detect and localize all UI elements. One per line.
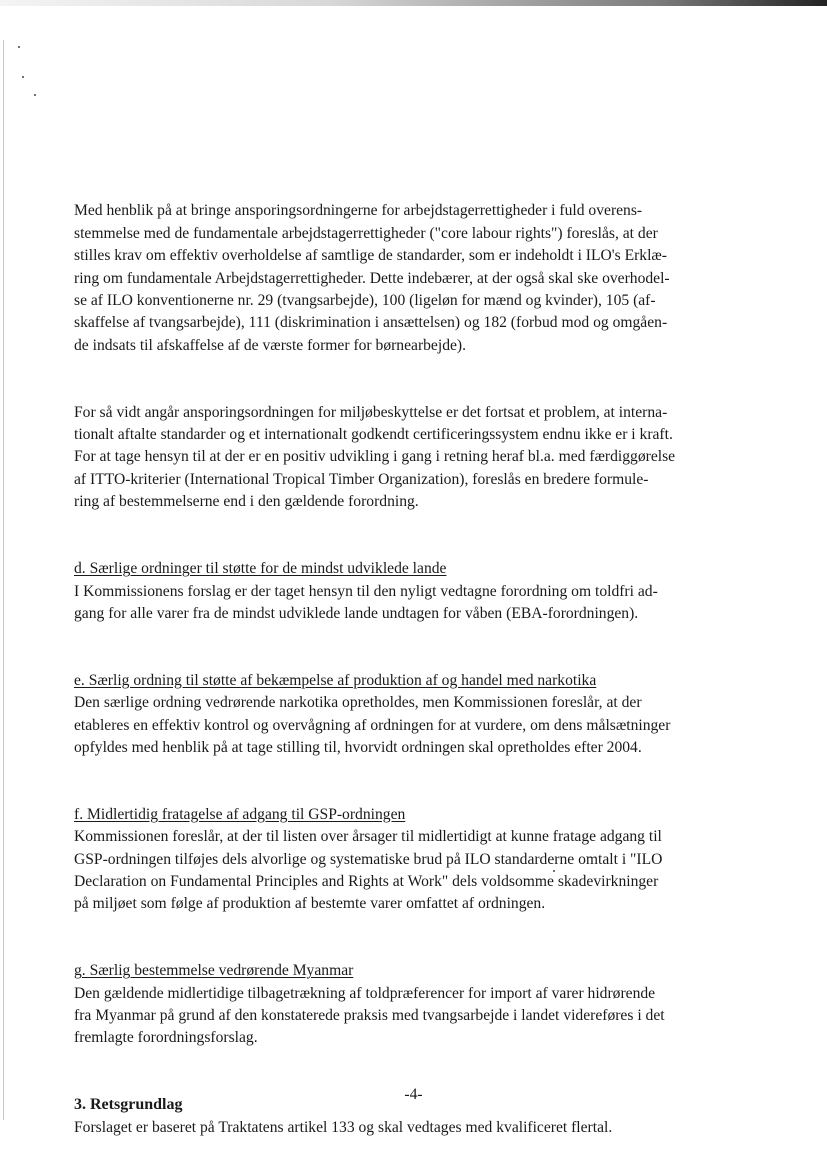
paragraph-text: Med henblik på at bringe ansporingsordningerne for arbejdstagerrettigheder i fuld overens- stemmelse med de fundamentale arbejdstagerrettigheder ("core labour rights") foreslås, at der stilles krav om effektiv overholdelse af samtlige de standarder, som er indeholdt i ILO's Erklæ- ring om fundamentale Arbejdstagerrettigheder. Dette indebærer, at der også skal ske overhodel- se af ILO konventionerne nr. 29 (tvangsarbejde), 100 (ligeløn for mænd og kvinder), 105 (af- skaffelse af tvangsarbejde), 111 (diskrimination i ansættelsen) og 182 (forbud mod og omgåen- de indsats til afskaffelse af de værste former for børnearbejde). xyxy=(74,202,670,354)
section-e-text: Den særlige ordning vedrørende narkotika opretholdes, men Kommissionen foreslår, at der etableres en effektiv kontrol og overvågning af ordningen for at vurdere, om dens målsætninger opfyldes med henblik på at tage stilling til, hvorvidt ordningen skal opretholdes efter 2004. xyxy=(74,694,671,756)
section-f-text: Kommissionen foreslår, at der til listen over årsager til midlertidigt at kunne fratage adgang til GSP-ordningen tilføjes dels alvorlige og systematiske brud på ILO standarderne omtalt i "ILO Declaration on Fundamental Principles and Rights at Work" dels voldsomme skadevirkninger på miljøet som følge af produktion af bestemte varer omfattet af ordningen. xyxy=(74,828,663,913)
section-d-text: I Kommissionens forslag er der taget hensyn til den nyligt vedtagne forordning om toldfri ad- gang for alle varer fra de mindst udviklede lande undtagen for våben (EBA-forordningen). xyxy=(74,582,658,622)
section-g-text: Den gældende midlertidige tilbagetrækning af toldpræferencer for import af varer hidrørende fra Myanmar på grund af den konstaterede praksis med tvangsarbejde i landet videreføres i det fremlagte forordningsforslag. xyxy=(74,984,665,1047)
section-g xyxy=(74,938,754,1050)
section-e-heading: e. Særlig ordning til støtte af bekæmpelse af produktion af og handel med narkotika xyxy=(74,671,597,689)
section-f-heading: f. Midlertidig fratagelse af adgang til GSP-ordningen xyxy=(74,805,406,823)
section-g-heading: g. Særlig bestemmelse vedrørende Myanmar xyxy=(74,962,354,980)
paragraph-text: For så vidt angår ansporingsordningen for miljøbeskyttelse er det fortsat et problem, at interna- tionalt aftalte standarder og et internationalt godkendt certificeringssystem endnu ikke er i kraft. For at tage hensyn til at der er en positiv udvikling i gang i retning heraf bl.a. med færdiggørelse af ITTO-kriterier (International Tropical Timber Organization), foreslås en bredere formule- ring af bestemmelserne end i den gældende forordning. xyxy=(74,403,676,511)
scan-speck xyxy=(34,94,36,96)
section-3-text: Forslaget er baseret på Traktatens artikel 133 og skal vedtages med kvalificeret flertal. xyxy=(74,1118,613,1136)
scan-edge-top xyxy=(0,0,827,6)
section-e xyxy=(74,647,754,759)
scan-speck xyxy=(22,76,24,78)
page-number: -4- xyxy=(404,1086,423,1103)
scan-edge-left xyxy=(3,40,4,1120)
paragraph-core-labour-rights xyxy=(74,178,754,357)
section-f xyxy=(74,781,754,915)
paragraph-environment xyxy=(74,379,754,513)
section-3 xyxy=(74,1072,754,1139)
document-body xyxy=(74,178,754,1161)
scan-speck xyxy=(18,46,20,48)
section-3-title: 3. Retsgrundlag xyxy=(74,1096,183,1114)
section-d xyxy=(74,536,754,626)
section-d-heading: d. Særlige ordninger til støtte for de mindst udviklede lande xyxy=(74,560,447,578)
